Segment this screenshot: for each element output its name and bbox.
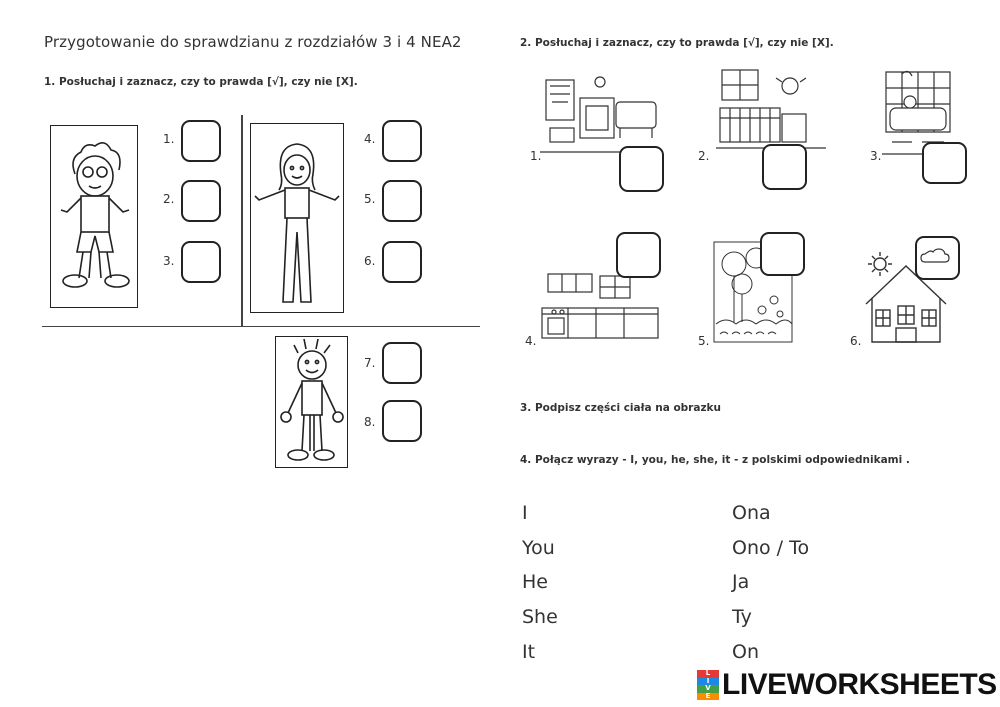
task4-instruction: 4. Połącz wyrazy - I, you, he, she, it - z polskimi odpowiednikami .	[520, 454, 910, 466]
vertical-divider	[241, 115, 243, 327]
english-word-5[interactable]: It	[522, 641, 536, 663]
liveworksheets-logo	[697, 668, 997, 702]
task1-instruction: 1. Posłuchaj i zaznacz, czy to prawda [√], czy nie [X].	[44, 76, 358, 88]
t1-answer-box-2[interactable]	[181, 180, 221, 222]
t1-label-1: 1.	[163, 132, 175, 146]
boy-drawing	[51, 126, 137, 307]
english-word-1[interactable]: I	[522, 502, 528, 524]
boy2-drawing	[276, 337, 347, 467]
logo-mark-icon: L I V E	[697, 670, 719, 700]
t2-label-6: 6.	[850, 334, 862, 348]
girl-picture-frame	[250, 123, 344, 313]
english-word-3[interactable]: He	[522, 571, 548, 593]
polish-word-3[interactable]: Ja	[732, 571, 750, 593]
t2-answer-box-2[interactable]	[762, 144, 807, 190]
t1-answer-box-3[interactable]	[181, 241, 221, 283]
page-title: Przygotowanie do sprawdzianu z rozdziałów 3 i 4 NEA2	[44, 33, 462, 51]
t2-label-2: 2.	[698, 149, 710, 163]
t1-label-5: 5.	[364, 192, 376, 206]
t1-label-3: 3.	[163, 254, 175, 268]
t1-answer-box-7[interactable]	[382, 342, 422, 384]
t2-answer-box-3[interactable]	[922, 142, 967, 184]
task2-instruction: 2. Posłuchaj i zaznacz, czy to prawda [√], czy nie [X].	[520, 37, 834, 49]
t2-label-4: 4.	[525, 334, 537, 348]
t1-label-4: 4.	[364, 132, 376, 146]
t1-answer-box-5[interactable]	[382, 180, 422, 222]
kitchen-picture	[540, 270, 660, 342]
t1-answer-box-6[interactable]	[382, 241, 422, 283]
t1-answer-box-8[interactable]	[382, 400, 422, 442]
cloud-icon	[917, 238, 958, 278]
t2-label-5: 5.	[698, 334, 710, 348]
t1-label-8: 8.	[364, 415, 376, 429]
boy-picture-frame	[50, 125, 138, 308]
t2-label-3: 3.	[870, 149, 882, 163]
polish-word-1[interactable]: Ona	[732, 502, 771, 524]
t2-answer-box-5[interactable]	[760, 232, 805, 276]
polish-word-4[interactable]: Ty	[732, 606, 752, 628]
t1-label-2: 2.	[163, 192, 175, 206]
t2-answer-box-6[interactable]	[915, 236, 960, 280]
logo-text: LIVEWORKSHEETS	[722, 668, 997, 701]
bedroom-picture	[716, 68, 826, 156]
task3-instruction: 3. Podpisz części ciała na obrazku	[520, 402, 722, 414]
horizontal-divider	[42, 326, 480, 327]
t1-label-7: 7.	[364, 356, 376, 370]
t1-answer-box-4[interactable]	[382, 120, 422, 162]
polish-word-2[interactable]: Ono / To	[732, 537, 810, 559]
t2-label-1: 1.	[530, 149, 542, 163]
girl-drawing	[251, 124, 343, 312]
t1-label-6: 6.	[364, 254, 376, 268]
t2-answer-box-4[interactable]	[616, 232, 661, 278]
boy2-picture-frame	[275, 336, 348, 468]
english-word-4[interactable]: She	[522, 606, 558, 628]
t2-answer-box-1[interactable]	[619, 146, 664, 192]
english-word-2[interactable]: You	[522, 537, 555, 559]
polish-word-5[interactable]: On	[732, 641, 759, 663]
t1-answer-box-1[interactable]	[181, 120, 221, 162]
